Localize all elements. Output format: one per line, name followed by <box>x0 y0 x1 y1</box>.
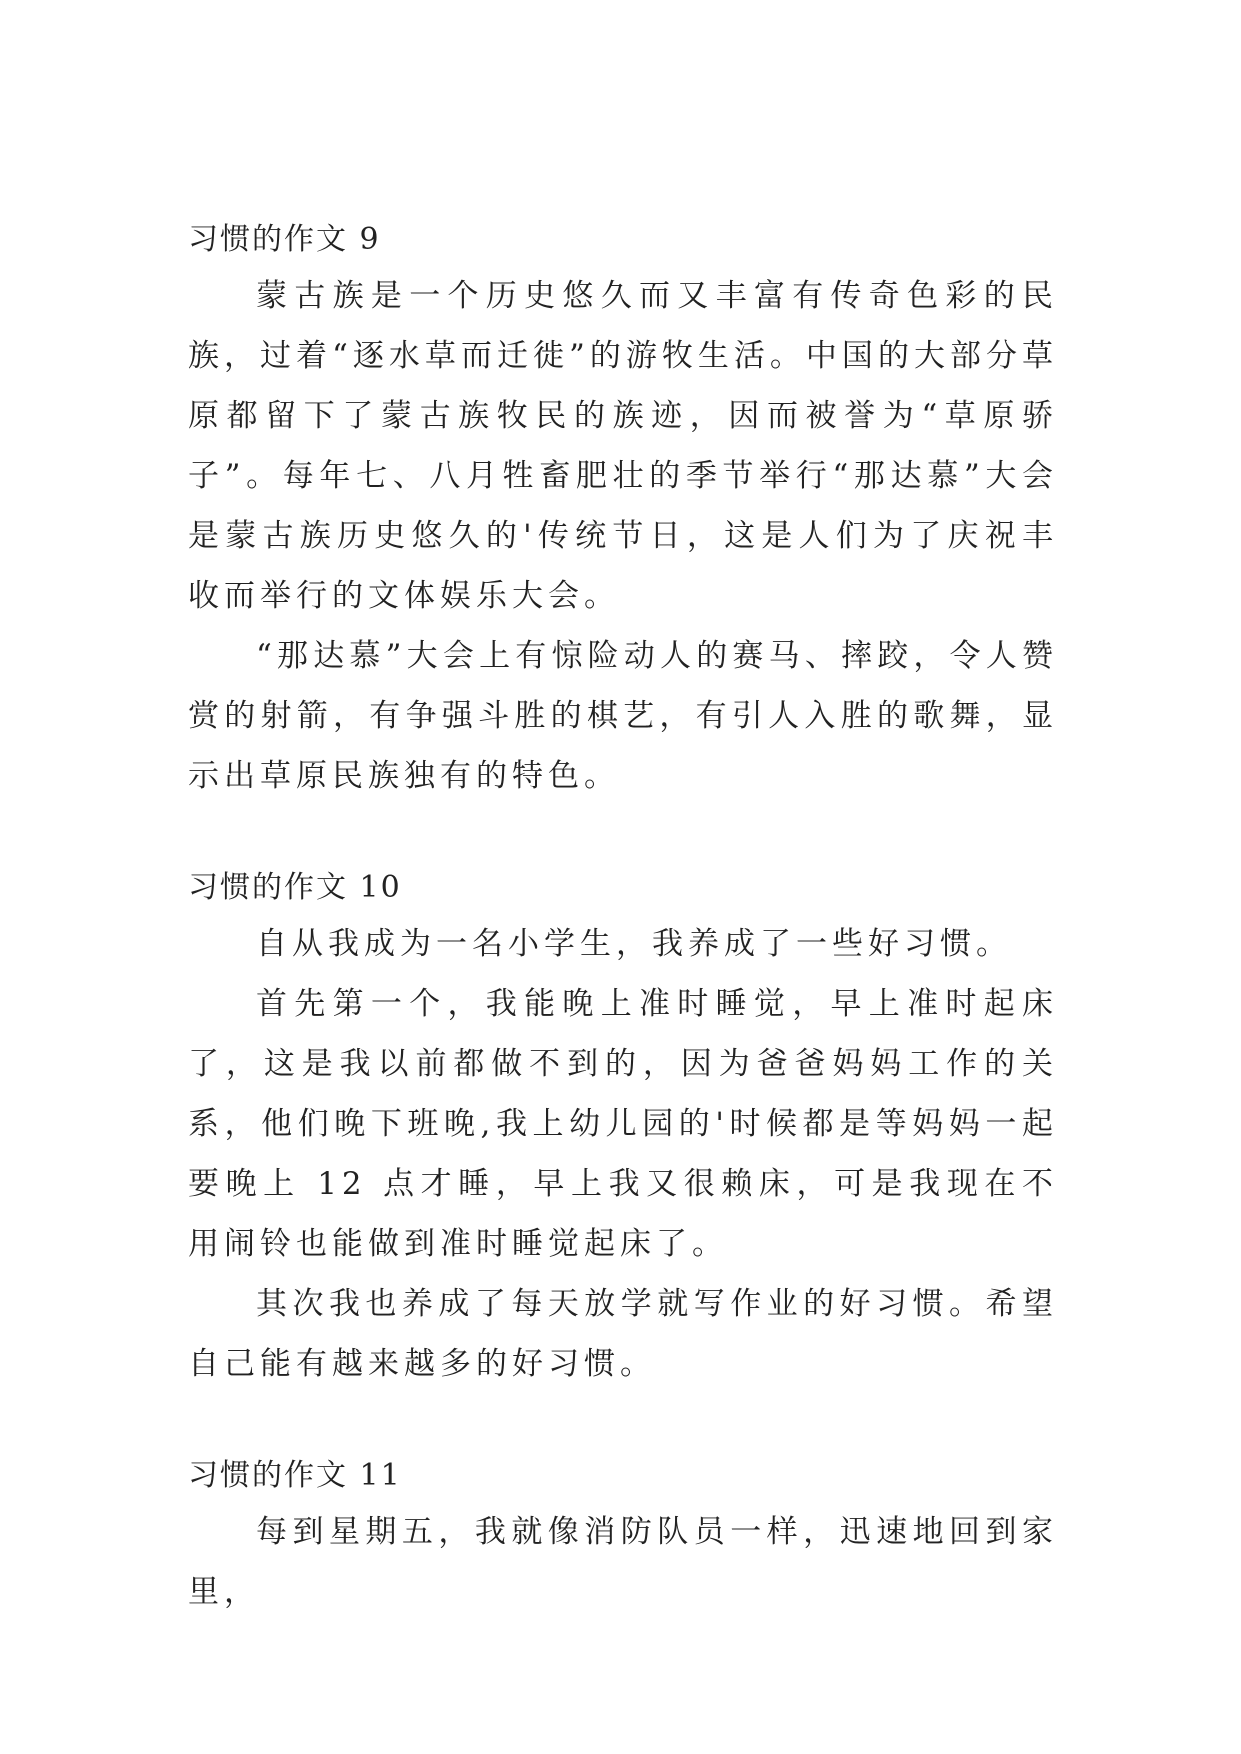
essay-section-10 <box>188 868 1058 1394</box>
essay-heading: 习惯的作文 10 <box>188 870 402 905</box>
essay-section-9 <box>188 220 1058 806</box>
document-page <box>188 220 1058 1622</box>
essay-heading: 习惯的作文 9 <box>188 222 381 257</box>
section-spacer <box>188 1394 1058 1456</box>
essay-section-11 <box>188 1456 1058 1622</box>
essay-paragraph: “那达慕”大会上有惊险动人的赛马、摔跤，令人赞赏的射箭，有争强斗胜的棋艺，有引人入胜的歌舞，显示出草原民族独有的特色。 <box>188 638 1058 794</box>
essay-heading: 习惯的作文 11 <box>188 1458 402 1493</box>
essay-paragraph: 其次我也养成了每天放学就写作业的好习惯。希望自己能有越来越多的好习惯。 <box>188 1286 1058 1382</box>
section-spacer <box>188 806 1058 868</box>
essay-paragraph: 自从我成为一名小学生，我养成了一些好习惯。 <box>256 926 1012 962</box>
essay-paragraph: 首先第一个，我能晚上准时睡觉，早上准时起床了，这是我以前都做不到的，因为爸爸妈妈工作的关系，他们晚下班晚,我上幼儿园的'时候都是等妈妈一起要晚上 12 点才睡，早上我又很赖床，可是我现在不用闹铃也能做到准时睡觉起床了。 <box>188 986 1058 1262</box>
essay-paragraph: 每到星期五，我就像消防队员一样，迅速地回到家里， <box>188 1514 1058 1610</box>
essay-paragraph: 蒙古族是一个历史悠久而又丰富有传奇色彩的民族，过着“逐水草而迁徙”的游牧生活。中国的大部分草原都留下了蒙古族牧民的族迹，因而被誉为“草原骄子”。每年七、八月牲畜肥壮的季节举行“那达慕”大会是蒙古族历史悠久的'传统节日，这是人们为了庆祝丰收而举行的文体娱乐大会。 <box>188 278 1058 614</box>
